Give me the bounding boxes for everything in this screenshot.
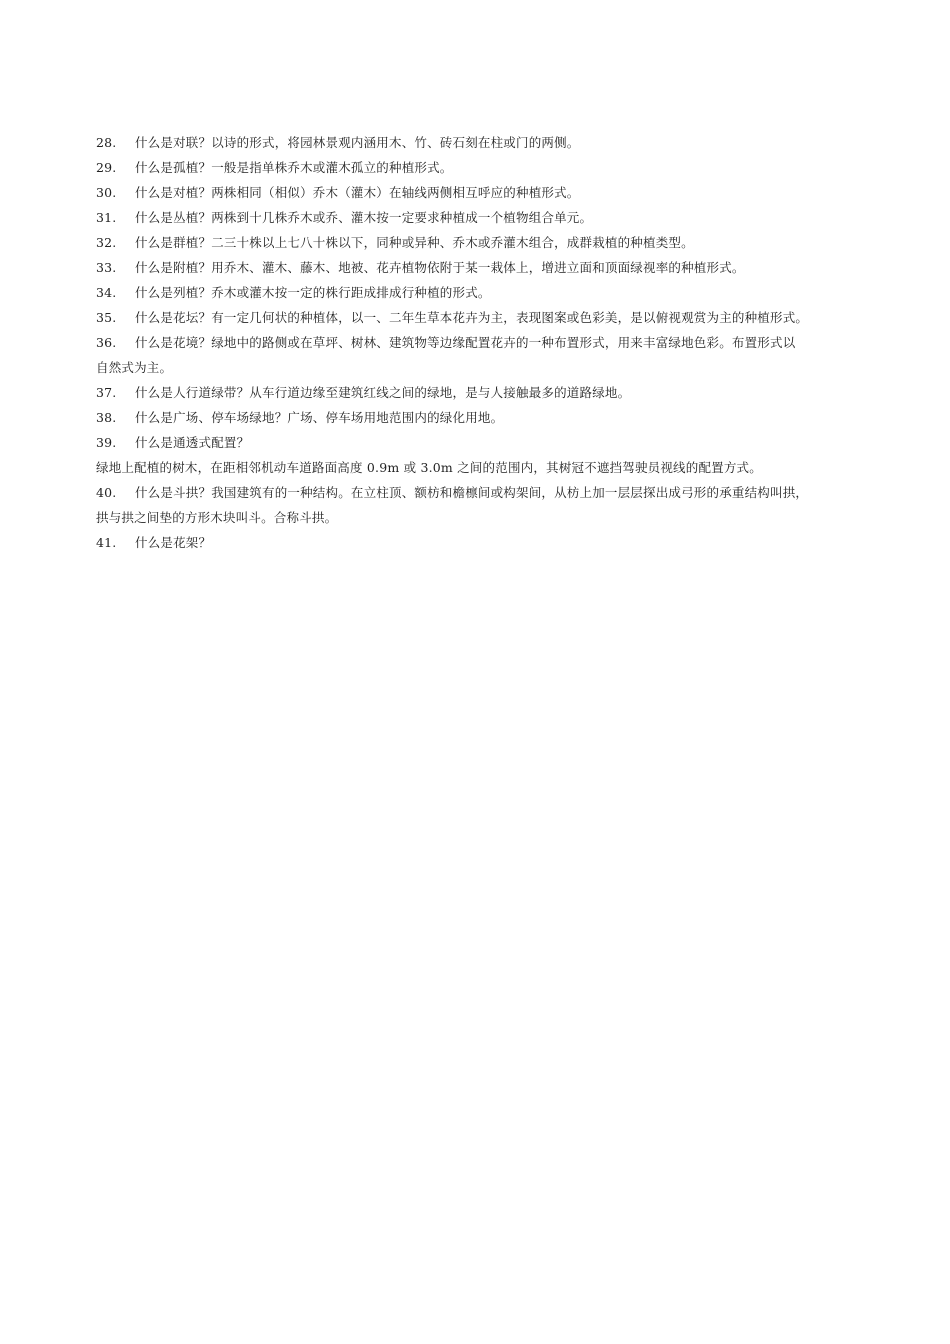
- list-item: [96, 480, 871, 505]
- item-text: 什么是对植？两株相同（相似）乔木（灌木）在轴线两侧相互呼应的种植形式。: [135, 185, 580, 200]
- list-item: [96, 230, 871, 255]
- item-number: 39.: [96, 435, 117, 450]
- item-text: 什么是群植？二三十株以上七八十株以下，同种或异种、乔木或乔灌木组合，成群栽植的种植类型。: [135, 235, 694, 250]
- item-number: 36.: [96, 335, 117, 350]
- item-number: 30.: [96, 185, 117, 200]
- item-text: 什么是丛植？两株到十几株乔木或乔、灌木按一定要求种植成一个植物组合单元。: [135, 210, 593, 225]
- list-item: [96, 430, 871, 455]
- item-text: 什么是斗拱？我国建筑有的一种结构。在立柱顶、额枋和檐檩间或构架间，从枋上加一层层探出成弓形的承重结构叫拱，: [135, 485, 809, 500]
- item-text: 什么是广场、停车场绿地？广场、停车场用地范围内的绿化用地。: [135, 410, 504, 425]
- list-item: [96, 130, 871, 155]
- item-number: 37.: [96, 385, 117, 400]
- item-number: 38.: [96, 410, 117, 425]
- item-number: 40.: [96, 485, 117, 500]
- list-item: [96, 530, 871, 555]
- item-number: 33.: [96, 260, 117, 275]
- item-number: 35.: [96, 310, 117, 325]
- item-number: 34.: [96, 285, 117, 300]
- list-item: [96, 405, 871, 430]
- item-number: 32.: [96, 235, 117, 250]
- item-continuation: 绿地上配植的树木，在距相邻机动车道路面高度 0.9m 或 3.0m 之间的范围内，其树冠不遮挡驾驶员视线的配置方式。: [96, 460, 762, 475]
- item-number: 29.: [96, 160, 117, 175]
- item-text: 什么是花境？绿地中的路侧或在草坪、树林、建筑物等边缘配置花卉的一种布置形式，用来丰富绿地色彩。布置形式以: [135, 335, 796, 350]
- item-number: 28.: [96, 135, 117, 150]
- list-item: [96, 330, 871, 355]
- list-item: [96, 155, 871, 180]
- list-item: [96, 205, 871, 230]
- list-item: [96, 305, 871, 330]
- list-item: [96, 255, 871, 280]
- list-item: [96, 280, 871, 305]
- item-text: 什么是花坛？有一定几何状的种植体，以一、二年生草本花卉为主，表现图案或色彩美，是以俯视观赏为主的种植形式。: [135, 310, 809, 325]
- item-number: 31.: [96, 210, 117, 225]
- item-text: 什么是人行道绿带？从车行道边缘至建筑红线之间的绿地，是与人接触最多的道路绿地。: [135, 385, 631, 400]
- list-item: [96, 180, 871, 205]
- item-text: 什么是列植？乔木或灌木按一定的株行距成排成行种植的形式。: [135, 285, 491, 300]
- item-continuation: 自然式为主。: [96, 360, 173, 375]
- list-item: [96, 380, 871, 405]
- qa-list: [96, 130, 871, 555]
- item-number: 41.: [96, 535, 117, 550]
- item-text: 什么是花架？: [135, 535, 212, 550]
- item-continuation: 拱与拱之间垫的方形木块叫斗。合称斗拱。: [96, 510, 338, 525]
- item-text: 什么是孤植？一般是指单株乔木或灌木孤立的种植形式。: [135, 160, 453, 175]
- item-text: 什么是附植？用乔木、灌木、藤木、地被、花卉植物依附于某一栽体上，增进立面和顶面绿视率的种植形式。: [135, 260, 745, 275]
- item-text: 什么是通透式配置？: [135, 435, 250, 450]
- item-text: 什么是对联？以诗的形式，将园林景观内涵用木、竹、砖石刻在柱或门的两侧。: [135, 135, 580, 150]
